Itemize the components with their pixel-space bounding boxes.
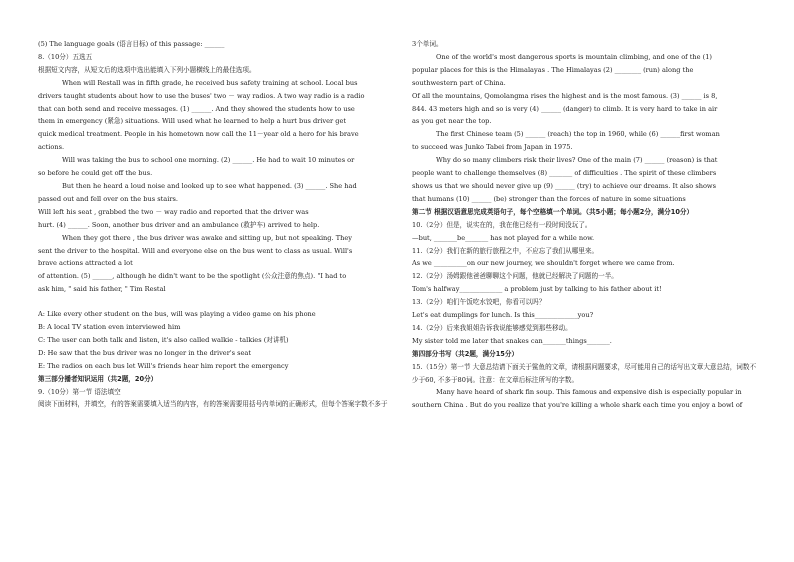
right-text-line: 10.（2分）但是，说实在的，我在他已经有一段时间没玩了。	[412, 220, 592, 229]
left-text-line: that can both send and receive messages. (1) ______. And they showed the students how to use	[38, 104, 355, 113]
right-text-line: shows us that we should never give up (9) ______ (try) to achieve our dreams. It also shows	[412, 181, 716, 190]
left-text-line: B: A local TV station even interviewed him	[38, 323, 181, 332]
right-text-line: 第二节 根据汉语意思完成英语句子，每个空格填一个单词。（共5小题；每小题2分，满分10分）	[412, 207, 694, 216]
left-text-line: quick medical treatment. People in his hometown now call the 11－year old a hero for his brave	[38, 130, 359, 139]
left-text-line: D: He saw that the bus driver was no longer in the driver's seat	[38, 348, 252, 357]
left-text-line: Will was taking the bus to school one morning. (2) ______. He had to wait 10 minutes or	[62, 156, 355, 165]
right-text-line: 第四部分书写（共2题，满分15分）	[412, 349, 519, 358]
left-text-line: sent the driver to the hospital. Will and everyone else on the bus went to class as usual. Will's	[38, 246, 353, 255]
left-text-line: 9.（10分）第一节 语法填空	[38, 387, 121, 396]
left-text-line: ask him, " said his father, " Tim Restal	[38, 285, 166, 294]
left-text-line: 根据短文内容，从短文后的选项中选出能填入下列小题横线上的最佳选项。	[38, 65, 256, 74]
left-text-line: (5) The language goals (语言目标) of this passage: ______	[38, 40, 225, 48]
left-text-line: hurt. (4) ______. Soon, another bus driver and an ambulance (救护车) arrived to help.	[38, 220, 320, 229]
left-text-line: 第三部分播者知识运用（共2题，20分）	[38, 374, 158, 383]
right-text-line: southern China . But do you realize that you're killing a whole shark each time you enjoy a bowl of	[412, 401, 743, 410]
right-text-line: Why do so many climbers risk their lives? One of the main (7) ______ (reason) is that	[436, 156, 718, 165]
right-text-line: Of all the mountains, Qomolangma rises the highest and is the most famous. (3) ______ is 8,	[412, 91, 718, 100]
right-text-line: 少于60, 不多于80词。注意：在文章后标注所写的字数。	[412, 375, 579, 384]
right-text-line: southwestern part of China.	[412, 78, 506, 87]
left-text-line: drivers taught students about how to use the buses' two － way radios. A two way radio is a radio	[38, 91, 365, 100]
left-text-line: 阅读下面材料，并填空，有的答案需要填入适当的内容，有的答案需要用括号内单词的正确形式，但每个答案字数不多于	[38, 400, 388, 409]
right-text-line: to succeed was Junko Tabei from Japan in 1975.	[412, 143, 573, 152]
right-text-line: As we __________on our new journey, we shouldn't forget where we came from.	[412, 259, 675, 268]
left-text-line: brave actions attracted a lot	[38, 259, 133, 268]
left-text-line: them in emergency (紧急) situations. Will used what he learned to help a hurt bus driver get	[38, 117, 347, 126]
right-text-line: 3个单词。	[412, 40, 443, 48]
right-text-line: 12.（2分）汤姆跟他爸爸聊聊这个问题，他就已经解决了问题的一半。	[412, 272, 618, 281]
right-text-line: Let's eat dumplings for lunch. Is this_____________you?	[412, 311, 594, 320]
left-text-line: E: The radios on each bus let Will's friends hear him report the emergency	[38, 361, 289, 370]
right-text-line: 844. 43 meters high and so is very (4) ______ (danger) to climb. It is very hard to take in air	[412, 104, 718, 113]
left-text-line: of attention. (5) ______, although he didn't want to be the spotlight (公众注意的焦点). "I had to	[38, 272, 347, 281]
right-text-line: that humans (10) ______ (be) stronger than the forces of nature in some situations	[412, 194, 686, 203]
right-text-line: as you get near the top.	[412, 117, 492, 126]
right-text-line: 14.（2分）后来我姐姐告诉我说能够感觉到那些移动。	[412, 323, 572, 332]
left-text-line: When they got there , the bus driver was awake and sitting up, but not speaking. They	[62, 233, 352, 242]
right-text-line: 15.（15分）第一节 大意总结请下面关于鲨鱼的文章，请根据问题要求，尽可能用自己的话写出文章大意总结，词数不	[412, 362, 757, 371]
right-text-line: Many have heard of shark fin soup. This famous and expensive dish is especially popular in	[436, 388, 742, 397]
left-text-line: actions.	[38, 143, 65, 152]
left-text-line: passed out and fell over on the bus stairs.	[38, 194, 178, 203]
left-text-line: C: The user can both talk and listen, it's also called walkie - talkies (对讲机)	[38, 335, 289, 344]
right-text-line: —but, _______be_______ has not played for a while now.	[412, 233, 595, 242]
right-text-line: popular places for this is the Himalayas . The Himalayas (2) ________ (run) along the	[412, 65, 694, 74]
left-column	[38, 38, 390, 411]
left-text-line: 8.（10分）五选五	[38, 52, 93, 61]
right-text-line: people want to challenge themselves (8) _______ of difficulties . The spirit of these climbers	[412, 169, 717, 178]
right-text-line: 13.（2分）咱们午饭吃水饺吧，你看可以吗？	[412, 298, 546, 307]
left-text-line: When will Restall was in fifth grade, he received bus safety training at school. Local bus	[62, 78, 358, 87]
right-text-line: The first Chinese team (5) ______ (reach) the top in 1960, while (6) ______first woman	[436, 130, 720, 139]
right-text-line: Tom's halfway_____________ a problem just by talking to his father about it!	[412, 285, 662, 294]
left-text-line: A: Like every other student on the bus, will was playing a video game on his phone	[38, 310, 316, 319]
right-text-line: One of the world's most dangerous sports is mountain climbing, and one of the (1)	[436, 52, 712, 61]
left-text-line: Will left his seat , grabbed the two － way radio and reported that the driver was	[38, 207, 309, 216]
right-text-line: 11.（2分）我们在新的旅行旅程之中，不应忘了我们从哪里来。	[412, 246, 599, 255]
right-column	[412, 38, 766, 412]
left-text-line: But then he heard a loud noise and looked up to see what happened. (3) ______. She had	[62, 181, 357, 190]
left-text-line: so before he could get off the bus.	[38, 169, 153, 178]
right-text-line: My sister told me later that snakes can_______things_______.	[412, 336, 612, 345]
